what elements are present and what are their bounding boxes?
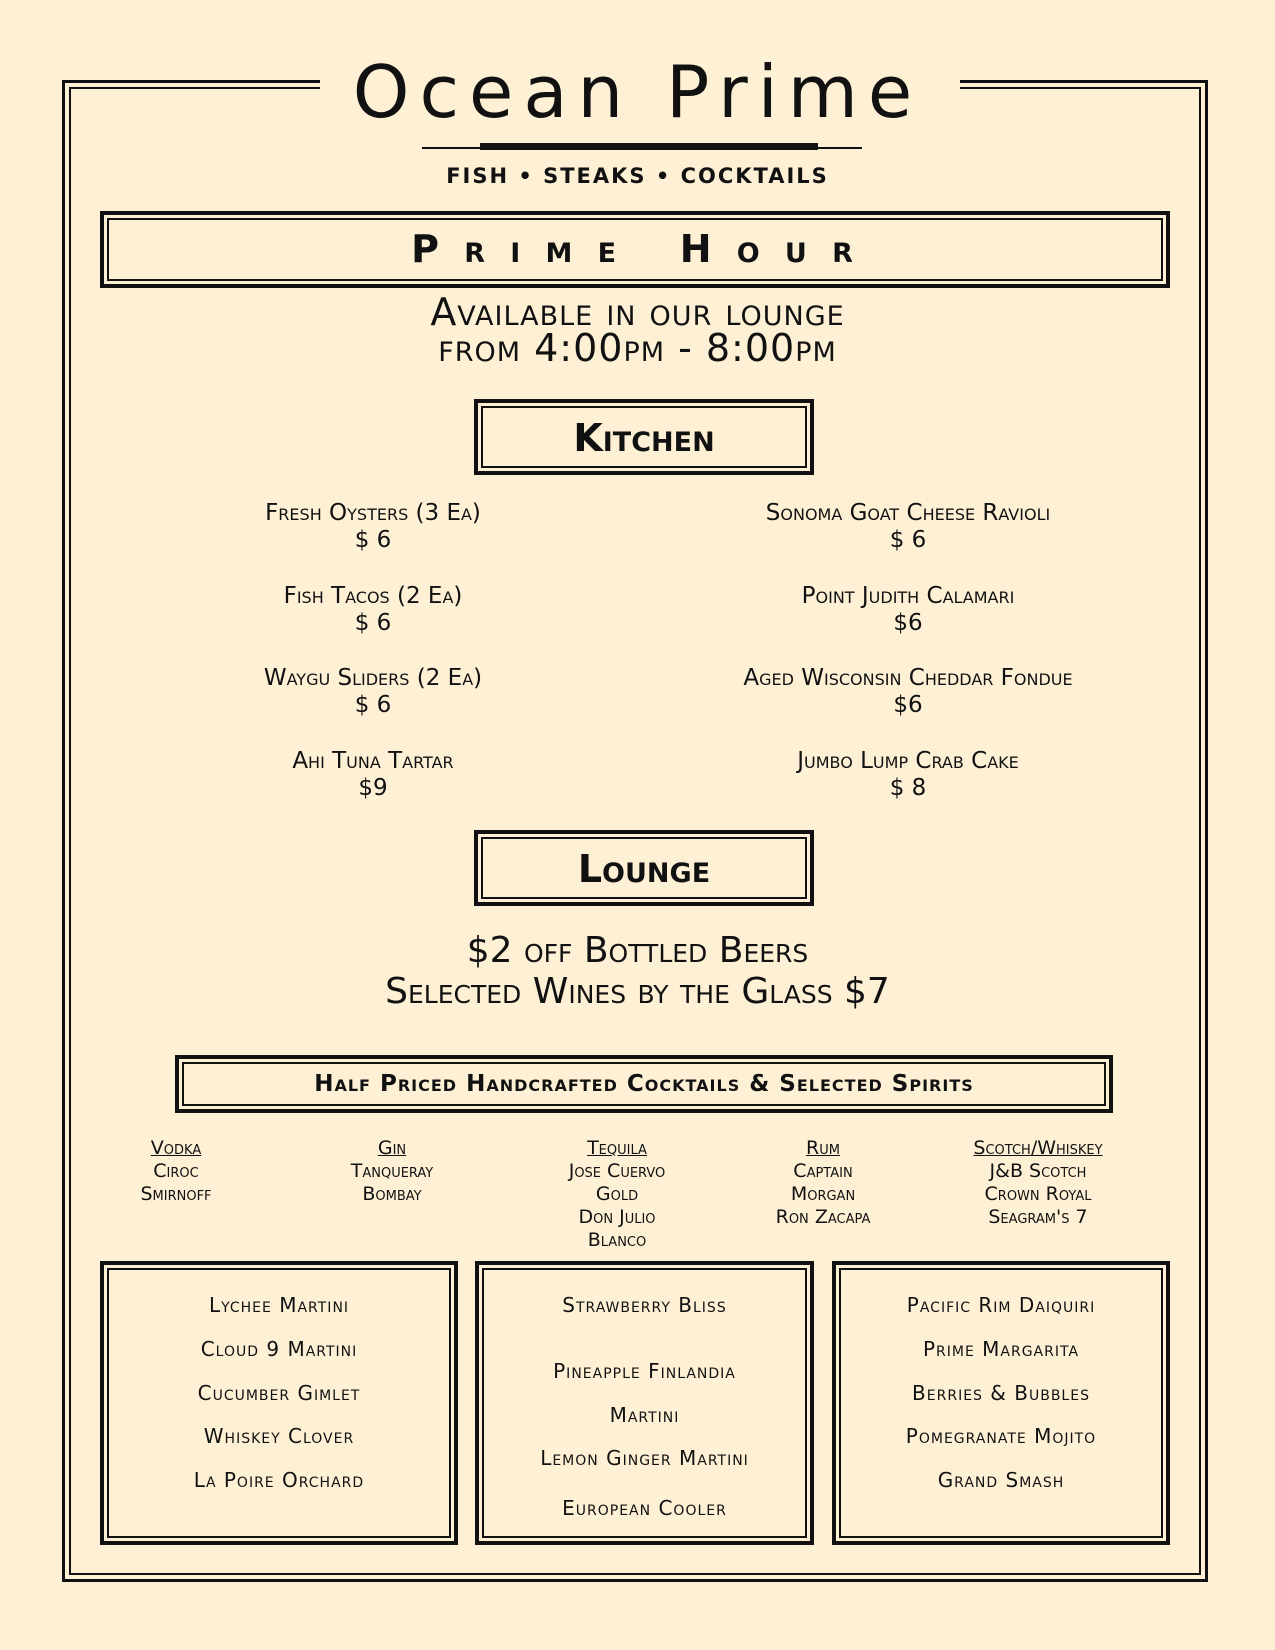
spirit-column-scotch-whiskey xyxy=(918,1137,1158,1229)
item-price: $ 6 xyxy=(354,610,392,636)
spirit-column-tequila xyxy=(512,1137,722,1252)
kitchen-item xyxy=(143,500,603,554)
kitchen-item xyxy=(143,748,603,802)
spirit-item: Captain xyxy=(793,1160,853,1182)
prime-hour-title: P r i m e H o u r xyxy=(411,227,859,271)
availability-line-1: Available in our lounge xyxy=(430,290,845,334)
item-price: $9 xyxy=(358,775,388,801)
spirit-column-rum xyxy=(718,1137,928,1229)
logo-rule-thick xyxy=(480,143,818,150)
spirit-header: Scotch/Whiskey xyxy=(973,1137,1103,1159)
cocktail-item: Berries & Bubbles xyxy=(912,1381,1090,1405)
kitchen-item xyxy=(658,665,1158,719)
item-name: Ahi Tuna Tartar xyxy=(292,748,454,774)
item-price: $6 xyxy=(893,692,923,718)
cocktail-list xyxy=(836,1265,1166,1541)
item-name: Fish Tacos (2 Ea) xyxy=(283,583,463,609)
item-price: $ 6 xyxy=(889,527,927,553)
item-price: $ 6 xyxy=(354,692,392,718)
kitchen-item xyxy=(678,583,1138,637)
cocktail-item: Cucumber Gimlet xyxy=(197,1381,361,1405)
item-name: Sonoma Goat Cheese Ravioli xyxy=(765,500,1051,526)
cocktail-box-1 xyxy=(100,1261,458,1545)
prime-hour-box xyxy=(100,211,1170,288)
item-price: $ 8 xyxy=(889,775,927,801)
cocktail-item: European Cooler xyxy=(562,1496,727,1520)
spirit-column-vodka xyxy=(71,1137,281,1206)
spirit-item: Jose Cuervo xyxy=(568,1160,666,1182)
cocktail-item: Whiskey Clover xyxy=(203,1424,355,1448)
spirit-column-gin xyxy=(287,1137,497,1206)
kitchen-heading-box xyxy=(474,399,814,475)
item-name: Jumbo Lump Crab Cake xyxy=(797,748,1019,774)
spirit-item: Ciroc xyxy=(153,1160,199,1182)
item-name: Aged Wisconsin Cheddar Fondue xyxy=(743,665,1073,691)
spirit-header: Tequila xyxy=(587,1137,647,1159)
lounge-title: Lounge xyxy=(577,847,711,891)
cocktail-item: Pomegranate Mojito xyxy=(905,1424,1097,1448)
spirit-item: Gold xyxy=(595,1183,639,1205)
item-price: $ 6 xyxy=(354,527,392,553)
item-name: Fresh Oysters (3 Ea) xyxy=(265,500,481,526)
cocktail-item: Martini xyxy=(609,1403,680,1427)
spirit-header: Gin xyxy=(377,1137,407,1159)
kitchen-title: Kitchen xyxy=(573,416,715,460)
cocktail-item: Grand Smash xyxy=(937,1468,1065,1492)
cocktail-item: Pineapple Finlandia xyxy=(553,1359,736,1383)
cocktails-banner-title: Half Priced Handcrafted Cocktails & Selected Spirits xyxy=(314,1071,974,1097)
spirit-item: Smirnoff xyxy=(140,1183,212,1205)
cocktail-box-3 xyxy=(832,1261,1170,1545)
cocktail-list xyxy=(479,1265,810,1541)
kitchen-item xyxy=(143,665,603,719)
spirit-item: Tanqueray xyxy=(350,1160,434,1182)
cocktail-item: Prime Margarita xyxy=(922,1337,1080,1361)
spirit-header: Vodka xyxy=(150,1137,202,1159)
cocktail-item: Pacific Rim Daiquiri xyxy=(906,1293,1096,1317)
spirit-item: Don Julio xyxy=(578,1206,656,1228)
cocktail-box-2 xyxy=(475,1261,814,1545)
cocktail-item: Lychee Martini xyxy=(208,1293,350,1317)
cocktail-list xyxy=(104,1265,454,1541)
kitchen-item xyxy=(678,500,1138,554)
spirit-item: Seagram's 7 xyxy=(988,1206,1088,1228)
spirit-item: Bombay xyxy=(362,1183,422,1205)
lounge-heading-box xyxy=(474,830,814,906)
spirit-item: Blanco xyxy=(587,1229,647,1251)
restaurant-logo: Ocean Prime xyxy=(352,50,923,134)
item-name: Waygu Sliders (2 Ea) xyxy=(263,665,483,691)
spirit-item: J&B Scotch xyxy=(989,1160,1087,1182)
kitchen-item xyxy=(678,748,1138,802)
kitchen-item xyxy=(143,583,603,637)
item-price: $6 xyxy=(893,610,923,636)
tagline: FISH • STEAKS • COCKTAILS xyxy=(446,164,829,188)
availability-line-2: from 4:00pm - 8:00pm xyxy=(438,326,837,370)
cocktails-banner-box xyxy=(175,1055,1113,1113)
cocktail-item: Cloud 9 Martini xyxy=(200,1337,358,1361)
item-name: Point Judith Calamari xyxy=(801,583,1015,609)
spirit-item: Morgan xyxy=(790,1183,856,1205)
cocktail-item: Lemon Ginger Martini xyxy=(540,1446,749,1470)
cocktail-item: La Poire Orchard xyxy=(193,1468,365,1492)
spirit-header: Rum xyxy=(806,1137,840,1159)
lounge-beer-offer: $2 off Bottled Beers xyxy=(466,930,809,971)
cocktail-item: Strawberry Bliss xyxy=(562,1293,727,1317)
spirit-item: Ron Zacapa xyxy=(775,1206,871,1228)
lounge-wine-offer: Selected Wines by the Glass $7 xyxy=(385,971,890,1012)
spirit-item: Crown Royal xyxy=(984,1183,1092,1205)
